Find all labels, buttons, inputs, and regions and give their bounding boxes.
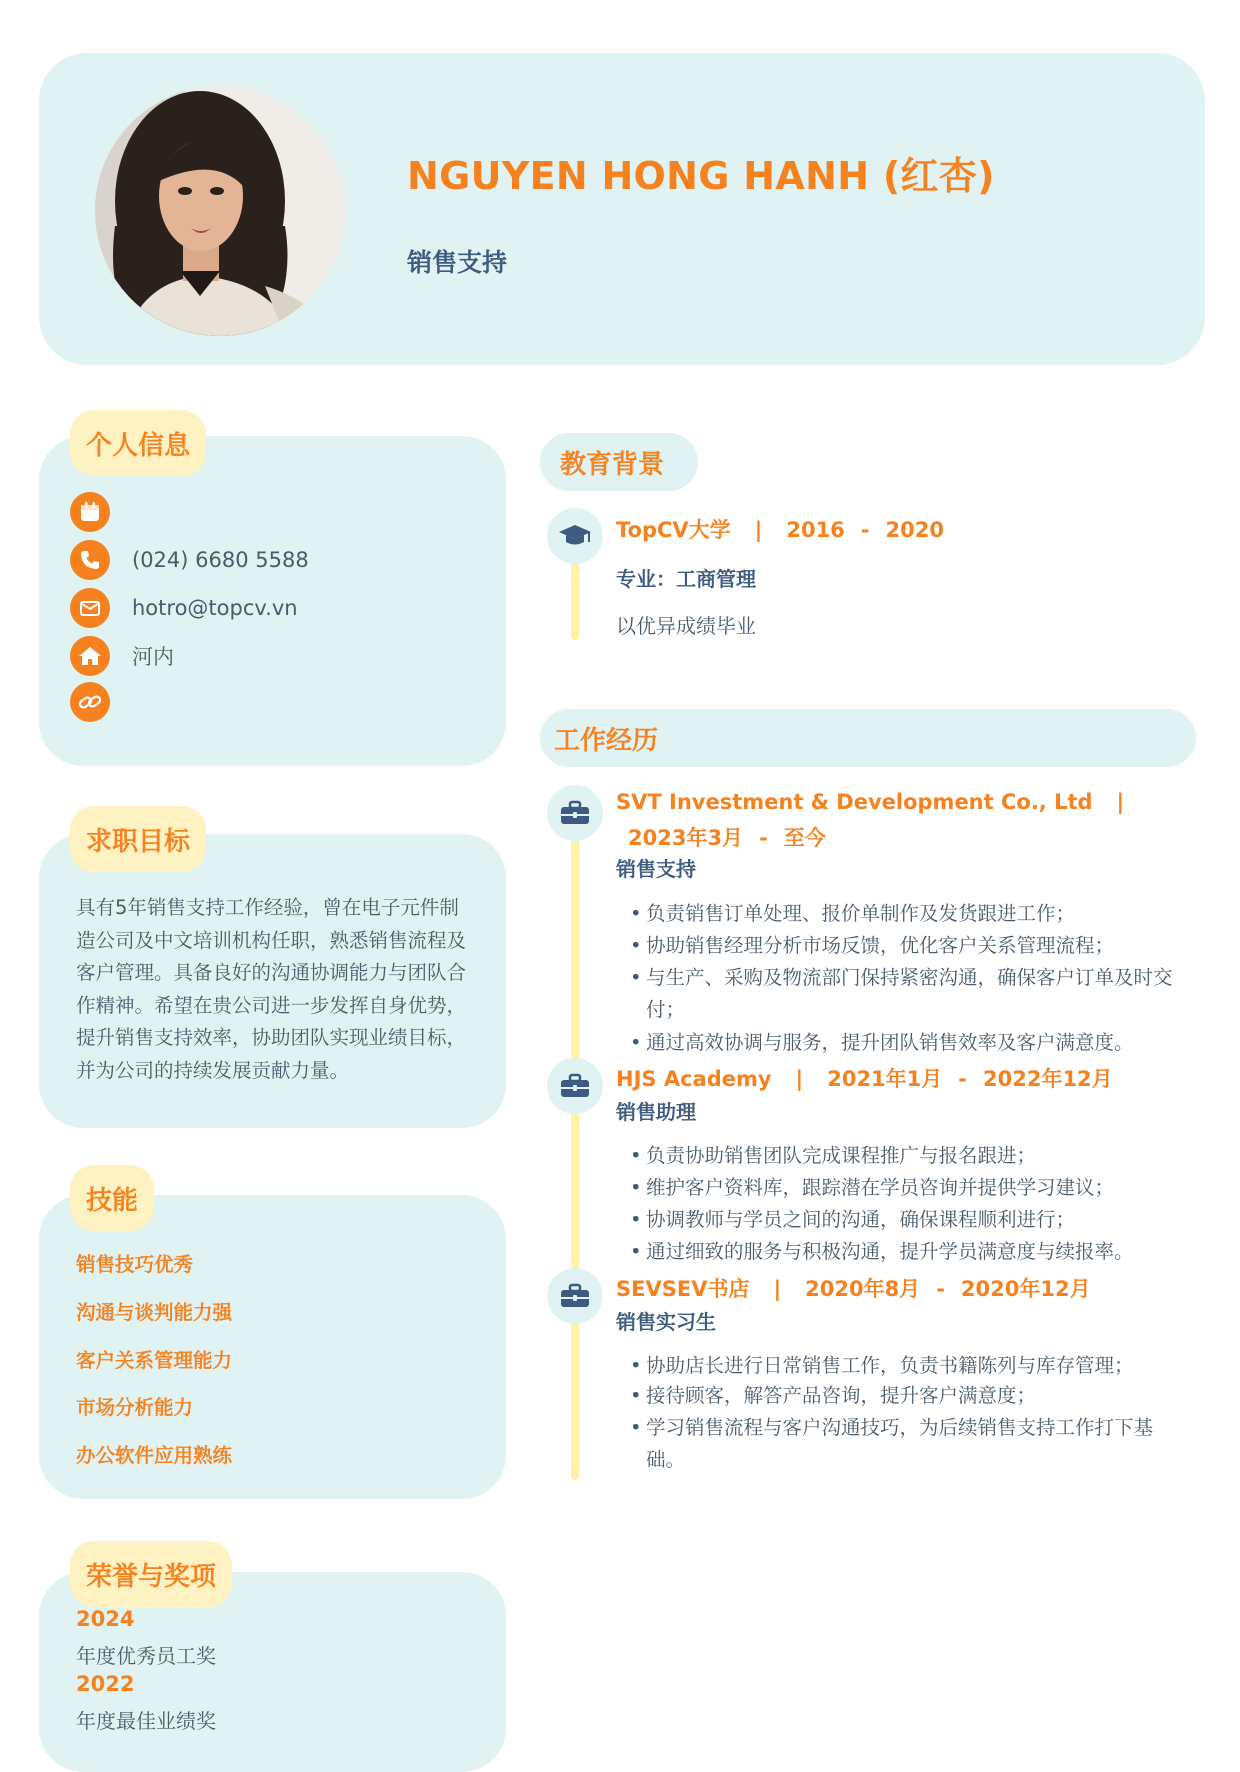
home-icon [70, 636, 110, 676]
skills-heading: 技能 [70, 1165, 154, 1231]
objective-heading: 求职目标 [70, 806, 206, 872]
job-role: 销售实习生 [616, 1310, 716, 1334]
job-bullet: • 协助店长进行日常销售工作，负责书籍陈列与库存管理； [630, 1350, 1175, 1382]
job-end: 2020年12月 [960, 1277, 1091, 1301]
profile-photo [95, 86, 345, 336]
company-name: SVT Investment & Development Co., Ltd [616, 790, 1093, 814]
education-header [616, 514, 944, 544]
link-icon [70, 682, 110, 722]
info-row-email [70, 588, 298, 628]
personal-info-heading: 个人信息 [70, 410, 206, 476]
profile-photo-image [95, 86, 345, 336]
school-name: TopCV大学 [616, 518, 731, 542]
date-dash: - [958, 1067, 967, 1091]
job-start: 2020年8月 [805, 1277, 921, 1301]
skill-item: 客户关系管理能力 [76, 1349, 233, 1372]
education-note: 以优异成绩毕业 [616, 614, 756, 638]
separator: | [754, 518, 763, 542]
education-heading: 教育背景 [540, 433, 698, 491]
address-text: 河内 [132, 645, 174, 669]
skill-item: 沟通与谈判能力强 [76, 1301, 233, 1324]
experience-timeline-line [571, 808, 579, 1480]
job-start: 2021年1月 [827, 1067, 943, 1091]
skill-item: 市场分析能力 [76, 1396, 194, 1419]
education-end: 2020 [885, 518, 944, 542]
job-bullet: • 协调教师与学员之间的沟通，确保课程顺利进行； [630, 1204, 1175, 1236]
candidate-name: NGUYEN HONG HANH (红杏) [407, 154, 995, 198]
briefcase-icon [547, 785, 603, 841]
info-row-address [70, 636, 174, 676]
briefcase-icon [547, 1268, 603, 1324]
job-bullet: • 负责协助销售团队完成课程推广与报名跟进； [630, 1140, 1175, 1172]
job-bullet: • 负责销售订单处理、报价单制作及发货跟进工作； [630, 898, 1175, 930]
separator: | [1116, 790, 1125, 814]
info-row-birthday [70, 492, 132, 532]
email-address: hotro@topcv.vn [132, 596, 298, 620]
briefcase-icon [547, 1058, 603, 1114]
info-row-website [70, 682, 132, 722]
education-major: 专业：工商管理 [616, 567, 756, 591]
separator: | [773, 1277, 782, 1301]
email-icon [70, 588, 110, 628]
job-header [616, 790, 1148, 814]
job-header [616, 1063, 1113, 1093]
award-title: 年度最佳业绩奖 [76, 1709, 216, 1733]
job-bullet: • 与生产、采购及物流部门保持紧密沟通，确保客户订单及时交付； [630, 962, 1175, 1026]
phone-icon [70, 540, 110, 580]
job-bullet: • 协助销售经理分析市场反馈，优化客户关系管理流程； [630, 930, 1175, 962]
job-role: 销售助理 [616, 1100, 696, 1124]
graduation-cap-icon [547, 508, 603, 564]
date-dash: - [936, 1277, 945, 1301]
date-dash: - [759, 826, 768, 850]
company-name: HJS Academy [616, 1067, 772, 1091]
separator: | [795, 1067, 804, 1091]
job-bullet: • 通过高效协调与服务，提升团队销售效率及客户满意度。 [630, 1027, 1175, 1059]
calendar-icon [70, 492, 110, 532]
award-year: 2024 [76, 1607, 135, 1631]
skill-item: 销售技巧优秀 [76, 1253, 194, 1276]
job-bullet: • 学习销售流程与客户沟通技巧，为后续销售支持工作打下基础。 [630, 1412, 1175, 1476]
education-start: 2016 [786, 518, 845, 542]
company-name: SEVSEV书店 [616, 1277, 750, 1301]
objective-text: 具有5年销售支持工作经验，曾在电子元件制造公司及中文培训机构任职，熟悉销售流程及客户管理。具备良好的沟通协调能力与团队合作精神。希望在贵公司进一步发挥自身优势，提升销售支持效率，协助团队实现业绩目标，并为公司的持续发展贡献力量。 [76, 896, 467, 1082]
job-dates [628, 822, 826, 852]
date-dash: - [860, 518, 870, 542]
job-bullet: • 通过细致的服务与积极沟通，提升学员满意度与续报率。 [630, 1236, 1175, 1268]
info-row-phone [70, 540, 309, 580]
awards-heading: 荣誉与奖项 [70, 1541, 232, 1607]
job-header [616, 1273, 1091, 1303]
award-title: 年度优秀员工奖 [76, 1644, 216, 1668]
job-bullet: • 维护客户资料库，跟踪潜在学员咨询并提供学习建议； [630, 1172, 1175, 1204]
job-end: 2022年12月 [983, 1067, 1113, 1091]
award-year: 2022 [76, 1672, 135, 1696]
job-start: 2023年3月 [628, 826, 744, 850]
job-bullet: • 接待顾客，解答产品咨询，提升客户满意度； [630, 1380, 1175, 1412]
job-end: 至今 [783, 826, 826, 850]
skill-item: 办公软件应用熟练 [76, 1444, 233, 1467]
header-card [39, 53, 1205, 365]
job-role: 销售支持 [616, 857, 696, 881]
experience-heading: 工作经历 [540, 709, 1196, 767]
phone-number: (024) 6680 5588 [132, 548, 309, 572]
candidate-title: 销售支持 [407, 248, 508, 277]
